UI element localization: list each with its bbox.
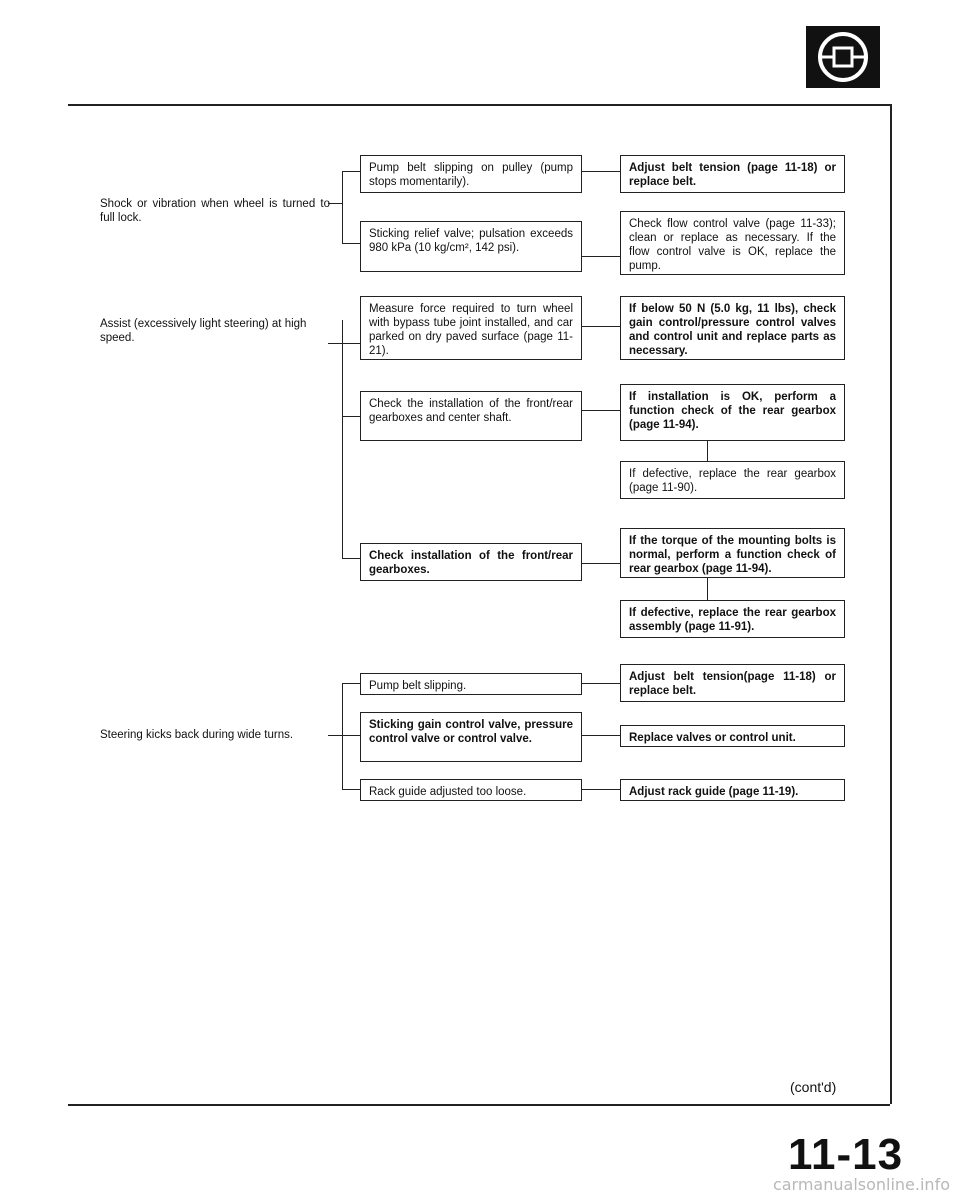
remedy-adjust-belt-tension-2: Adjust belt tension(page 11-18) or replace belt. [620,664,845,702]
connector [707,441,708,461]
connector [582,789,620,790]
remedy-adjust-belt-tension: Adjust belt tension (page 11-18) or replace belt. [620,155,845,193]
connector [342,558,360,559]
connector [582,326,620,327]
connector [342,171,343,243]
connector [582,735,620,736]
remedy-replace-rear-gearbox-assembly: If defective, replace the rear gearbox assembly (page 11-91). [620,600,845,638]
cause-sticking-relief-valve: Sticking relief valve; pulsation exceeds 980 kPa (10 kg/cm², 142 psi). [360,221,582,272]
connector [582,410,620,411]
connector [342,735,360,736]
right-frame-line [890,104,892,1104]
cause-pump-belt-slipping-pulley: Pump belt slipping on pulley (pump stops momentarily). [360,155,582,193]
remedy-replace-rear-gearbox: If defective, replace the rear gearbox (page 11-90). [620,461,845,499]
connector [582,171,620,172]
remedy-adjust-rack-guide: Adjust rack guide (page 11-19). [620,779,845,801]
remedy-replace-valves: Replace valves or control unit. [620,725,845,747]
connector [582,256,620,257]
continued-label: (cont'd) [790,1079,837,1095]
connector [342,416,360,417]
connector [582,563,620,564]
top-rule [68,104,890,106]
connector [582,683,620,684]
connector [342,320,343,558]
page-number: 11-13 [788,1130,904,1179]
cause-rack-guide-loose: Rack guide adjusted too loose. [360,779,582,801]
remedy-check-gain-control: If below 50 N (5.0 kg, 11 lbs), check gain control/pressure control valves and control unit and replace parts as necessary. [620,296,845,360]
remedy-check-mounting-bolts: If the torque of the mounting bolts is normal, perform a function check of rear gearbox (page 11-94). [620,528,845,578]
connector [328,203,342,204]
cause-check-gearbox-center-shaft: Check the installation of the front/rear gearboxes and center shaft. [360,391,582,441]
watermark: carmanualsonline.info [772,1175,950,1194]
connector [328,735,342,736]
steering-wheel-icon [806,26,880,88]
symptom-shock-vibration: Shock or vibration when wheel is turned to full lock. [100,198,330,224]
connector [342,171,360,172]
connector [328,343,360,344]
bottom-rule [68,1104,890,1106]
remedy-function-check-rear-gearbox: If installation is OK, perform a function check of the rear gearbox (page 11-94). [620,384,845,441]
connector [342,683,360,684]
remedy-check-flow-control-valve: Check flow control valve (page 11-33); clean or replace as necessary. If the flow control valve is OK, replace the pump. [620,211,845,275]
symptom-kickback: Steering kicks back during wide turns. [100,729,294,741]
connector [342,683,343,789]
connector [342,789,360,790]
connector [707,578,708,600]
cause-measure-force: Measure force required to turn wheel with bypass tube joint installed, and car parked on dry paved surface (page 11-21). [360,296,582,360]
cause-check-gearbox-installation: Check installation of the front/rear gearboxes. [360,543,582,581]
cause-pump-belt-slipping: Pump belt slipping. [360,673,582,695]
symptom-light-steering: Assist (excessively light steering) at high speed. [100,318,307,344]
connector [342,243,360,244]
cause-sticking-gain-control-valve: Sticking gain control valve, pressure control valve or control valve. [360,712,582,762]
